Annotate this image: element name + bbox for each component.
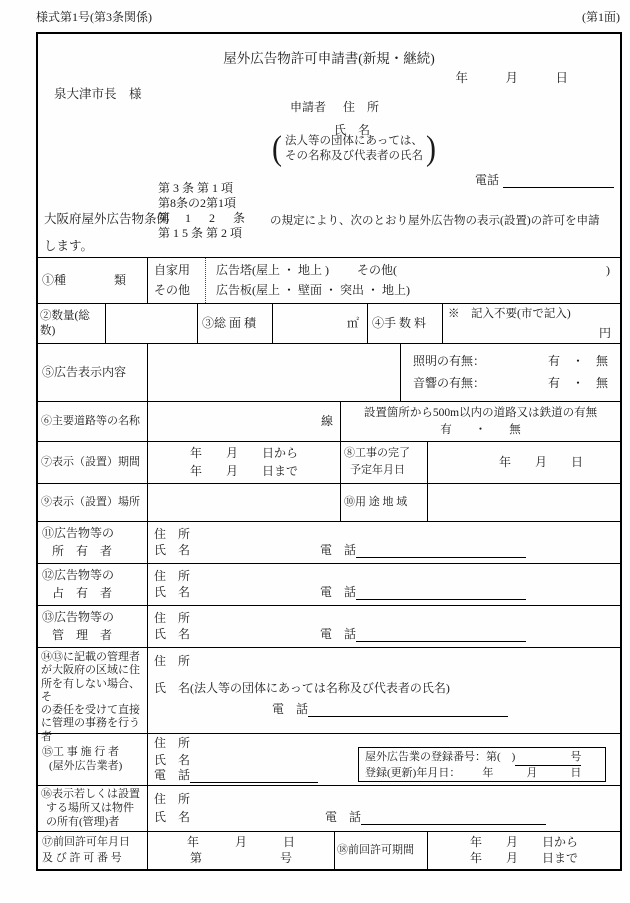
manager-fields xyxy=(147,606,620,647)
area-unit: ㎡ xyxy=(346,316,359,330)
prev-permit-period-cell xyxy=(427,832,620,869)
prev-permit-number-suffix: 号 xyxy=(279,851,292,866)
fee-note-cell xyxy=(442,304,620,343)
row-previous-permit xyxy=(38,831,620,869)
owner-address-label: 住 所 xyxy=(154,526,191,541)
phone-label: 電話 xyxy=(475,173,500,187)
delegate-label-line4: の委任を受けて直接 xyxy=(41,704,140,717)
corporate-note-line1: 法人等の団体にあっては、 xyxy=(285,135,423,147)
delegate-phone-label: 電 話 xyxy=(272,702,309,716)
addressee: 泉大津市長 様 xyxy=(54,87,142,101)
owner-label-line2: 所 有 者 xyxy=(52,544,113,558)
owner-name-line xyxy=(154,543,614,558)
manager-address-label: 住 所 xyxy=(154,610,191,625)
completion-label-cell xyxy=(340,442,427,483)
occupant-phone-underline xyxy=(356,599,526,600)
road-proximity-yes-no: 有 ・ 無 xyxy=(440,423,521,436)
delegate-label-line1: ⑭⑬に記載の管理者 xyxy=(41,651,140,663)
contractor-label-line1: ⑮工 事 施 行 者 xyxy=(42,745,119,758)
completion-date-cell xyxy=(427,442,620,483)
prev-permit-label-line1: ⑰前回許可年月日 xyxy=(42,835,130,848)
contractor-phone-line xyxy=(154,768,318,783)
fee-unit: 円 xyxy=(598,326,611,340)
type-choices-line1 xyxy=(216,263,610,278)
ordinance-statement: の規定により、次のとおり屋外広告物の表示(設置)の許可を申請 xyxy=(270,215,600,227)
row-type xyxy=(38,257,620,303)
owner-label-line1: ⑪広告物等の xyxy=(42,526,115,540)
sound-label: 音響の有無： xyxy=(413,376,486,391)
manager-label-line1: ⑬広告物等の xyxy=(42,610,115,624)
site-owner-phone-label: 電 話 xyxy=(325,810,362,824)
prev-permit-label xyxy=(38,832,147,869)
type-choices-cell xyxy=(205,258,620,303)
corporate-note xyxy=(272,129,436,168)
site-owner-address-label: 住 所 xyxy=(154,792,191,806)
type-label: ①種 類 xyxy=(42,273,127,287)
fee-note: ※ 記入不要(市で記入) xyxy=(448,308,571,320)
applicant-label: 申請者 xyxy=(290,100,327,114)
occupant-name-line xyxy=(154,585,614,600)
prev-permit-label-line2: 及 び 許 可 番 号 xyxy=(42,851,122,864)
manager-phone-label: 電 話 xyxy=(320,627,357,642)
sound-yes-no: 有 ・ 無 xyxy=(547,376,608,391)
site-owner-fields xyxy=(147,786,620,831)
site-owner-name-label: 氏 名 xyxy=(154,810,191,824)
registration-number-line xyxy=(365,750,599,766)
manager-label xyxy=(38,606,147,647)
road-proximity-note: 設置箇所から500m以内の道路又は鉄道の有無 xyxy=(363,406,598,419)
prev-permit-number-prefix: 第 xyxy=(190,851,203,866)
contractor-address-label: 住 所 xyxy=(154,736,191,750)
corporate-note-line2: その名称及び代表者の氏名 xyxy=(285,150,423,162)
contractor-label-line2: (屋外広告業者) xyxy=(49,759,123,772)
manager-name-label: 氏 名 xyxy=(154,627,191,642)
completion-label-line2: 予定年月日 xyxy=(350,464,405,477)
row-contractor xyxy=(38,730,620,785)
delegate-label xyxy=(38,648,147,743)
quantity-value-cell xyxy=(105,304,197,343)
ordinance-statement-tail: します。 xyxy=(44,239,94,253)
site-owner-label-line2: する場所又は物件 xyxy=(46,801,134,814)
owner-phone-label: 電 話 xyxy=(320,543,357,558)
ordinance-name: 大阪府屋外広告物条例 xyxy=(44,212,170,226)
zone-label: ⑩用 途 地 域 xyxy=(340,484,427,521)
period-to: 年 月 日まで xyxy=(189,464,298,478)
occupant-name-label: 氏 名 xyxy=(154,585,191,600)
delegate-label-line6: 者 xyxy=(41,730,52,743)
type-option-other-use: その他 xyxy=(154,283,191,297)
owner-fields xyxy=(147,522,620,563)
fee-label: ④手 数 料 xyxy=(367,304,442,343)
sound-line xyxy=(413,376,608,391)
lighting-yes-no: 有 ・ 無 xyxy=(547,353,608,368)
applicant-address-label: 住 所 xyxy=(343,100,380,114)
delegate-label-line2: が大阪府の区域に住 xyxy=(41,664,140,677)
type-other-open: その他( xyxy=(357,263,397,277)
ordinance-article-3: 第 1 2 条 xyxy=(158,211,246,225)
row-owner xyxy=(38,521,620,563)
close-paren-icon: ) xyxy=(426,129,436,168)
ordinance-article-1: 第 3 条 第 1 項 xyxy=(158,181,234,195)
contractor-name-label: 氏 名 xyxy=(154,753,191,767)
owner-phone-underline xyxy=(356,557,526,558)
ordinance-articles xyxy=(158,181,245,241)
delegate-label-line3: 所を有しない場合、そ xyxy=(41,677,140,703)
ad-content-label: ⑤広告表示内容 xyxy=(42,365,127,379)
open-paren-icon: ( xyxy=(272,129,282,168)
registration-box xyxy=(358,747,606,782)
lighting-label: 照明の有無： xyxy=(413,353,486,368)
road-name-label: ⑥主要道路等の名称 xyxy=(41,414,140,427)
prev-permit-date-cell xyxy=(147,832,334,869)
road-line-suffix: 線 xyxy=(320,414,333,428)
completion-label-line1: ⑧工事の完了 xyxy=(344,446,410,459)
contractor-label xyxy=(38,734,147,785)
form-border-box xyxy=(36,32,622,871)
site-owner-phone-underline xyxy=(361,824,546,825)
total-area-value-cell xyxy=(272,304,367,343)
delegate-fields xyxy=(147,648,620,733)
row-quantity xyxy=(38,303,620,343)
registration-number-blank: 号 xyxy=(515,750,581,766)
row-place xyxy=(38,483,620,521)
owner-label xyxy=(38,522,147,563)
road-name-value-cell xyxy=(147,402,340,441)
page-top-bar xyxy=(36,10,620,25)
type-other-blank xyxy=(397,263,606,278)
type-option-self-use: 自家用 xyxy=(154,263,191,277)
occupant-phone-label: 電 話 xyxy=(320,585,357,600)
prev-permit-date: 年 月 日 xyxy=(186,834,295,849)
row-manager xyxy=(38,605,620,647)
row-period xyxy=(38,441,620,483)
total-area-label: ③総 面 積 xyxy=(197,304,272,343)
type-tower-option: 広告塔(屋上 ・ 地上 ) xyxy=(216,263,329,277)
phone-blank-underline xyxy=(503,187,614,188)
zone-value-cell xyxy=(427,484,620,521)
prev-permit-period-label: ⑱前回許可期間 xyxy=(334,832,427,869)
occupant-fields xyxy=(147,564,620,605)
manager-phone-underline xyxy=(356,641,526,642)
lighting-line xyxy=(413,354,608,369)
site-owner-label-line3: の所有(管理)者 xyxy=(46,815,120,828)
registration-date-line xyxy=(365,766,599,782)
period-label: ⑦表示（設置）期間 xyxy=(41,455,140,468)
ad-content-value-cell xyxy=(147,344,400,401)
row-site-owner xyxy=(38,785,620,831)
delegate-label-line5: に管理の事務を行う xyxy=(41,717,140,730)
site-owner-label-line1: ⑯表示若しくは設置 xyxy=(41,788,140,800)
row-delegate xyxy=(38,647,620,743)
page-number-label: (第1面) xyxy=(582,10,620,24)
occupant-label-line2: 占 有 者 xyxy=(52,586,113,600)
site-owner-label xyxy=(38,786,147,831)
delegate-phone-line xyxy=(272,702,614,717)
prev-permit-number-line xyxy=(148,851,334,866)
ordinance-article-2: 第8条の2第1項 xyxy=(158,196,237,210)
row-occupant xyxy=(38,563,620,605)
manager-label-line2: 管 理 者 xyxy=(52,628,113,642)
row-road xyxy=(38,401,620,441)
delegate-name-label: 氏 名(法人等の団体にあっては名称及び代表者の氏名) xyxy=(154,681,450,695)
completion-date: 年 月 日 xyxy=(498,455,583,469)
occupant-label-line1: ⑫広告物等の xyxy=(42,568,115,582)
applicant-name-label: 氏 名 xyxy=(334,123,371,137)
registration-date-prefix: 登録(更新)年月日： xyxy=(365,767,461,779)
period-value-cell xyxy=(147,442,340,483)
manager-name-line xyxy=(154,627,614,642)
row-ad-content xyxy=(38,343,620,401)
quantity-label: ②数量(総数) xyxy=(40,310,90,337)
owner-name-label: 氏 名 xyxy=(154,543,191,558)
contractor-phone-underline xyxy=(190,782,318,783)
applicant-address-line xyxy=(290,100,379,115)
occupant-address-label: 住 所 xyxy=(154,568,191,583)
registration-number-prefix: 屋外広告業の登録番号：第( ) xyxy=(365,751,516,763)
form-title: 屋外広告物許可申請書(新規・継続) xyxy=(223,51,435,66)
form-code: 様式第1号(第3条関係) xyxy=(36,10,152,24)
form-header xyxy=(38,34,620,257)
delegate-address-label: 住 所 xyxy=(154,654,191,668)
registration-date-blank: 年 月 日 xyxy=(460,766,581,782)
application-date-line: 年 月 日 xyxy=(455,71,568,85)
type-board-option: 広告板(屋上 ・ 壁面 ・ 突出 ・ 地上) xyxy=(216,283,410,297)
place-value-cell xyxy=(147,484,340,521)
corporate-note-lines xyxy=(285,134,423,164)
lighting-sound-cell xyxy=(400,344,620,401)
prev-permit-period-from: 年 月 日から xyxy=(469,834,578,849)
period-from: 年 月 日から xyxy=(189,446,298,460)
type-usage-options xyxy=(147,258,205,303)
type-other-close: ) xyxy=(606,263,610,277)
contractor-fields xyxy=(147,734,620,785)
delegate-phone-underline xyxy=(308,716,508,717)
site-owner-name-line xyxy=(154,810,614,825)
occupant-label xyxy=(38,564,147,605)
ordinance-article-4: 第 1 5 条 第 2 項 xyxy=(158,226,243,240)
place-label: ⑨表示（設置）場所 xyxy=(41,495,140,508)
road-proximity-cell xyxy=(340,402,620,441)
prev-permit-period-to: 年 月 日まで xyxy=(469,851,578,866)
contractor-phone-label: 電 話 xyxy=(154,768,191,782)
applicant-phone-line xyxy=(475,173,614,188)
